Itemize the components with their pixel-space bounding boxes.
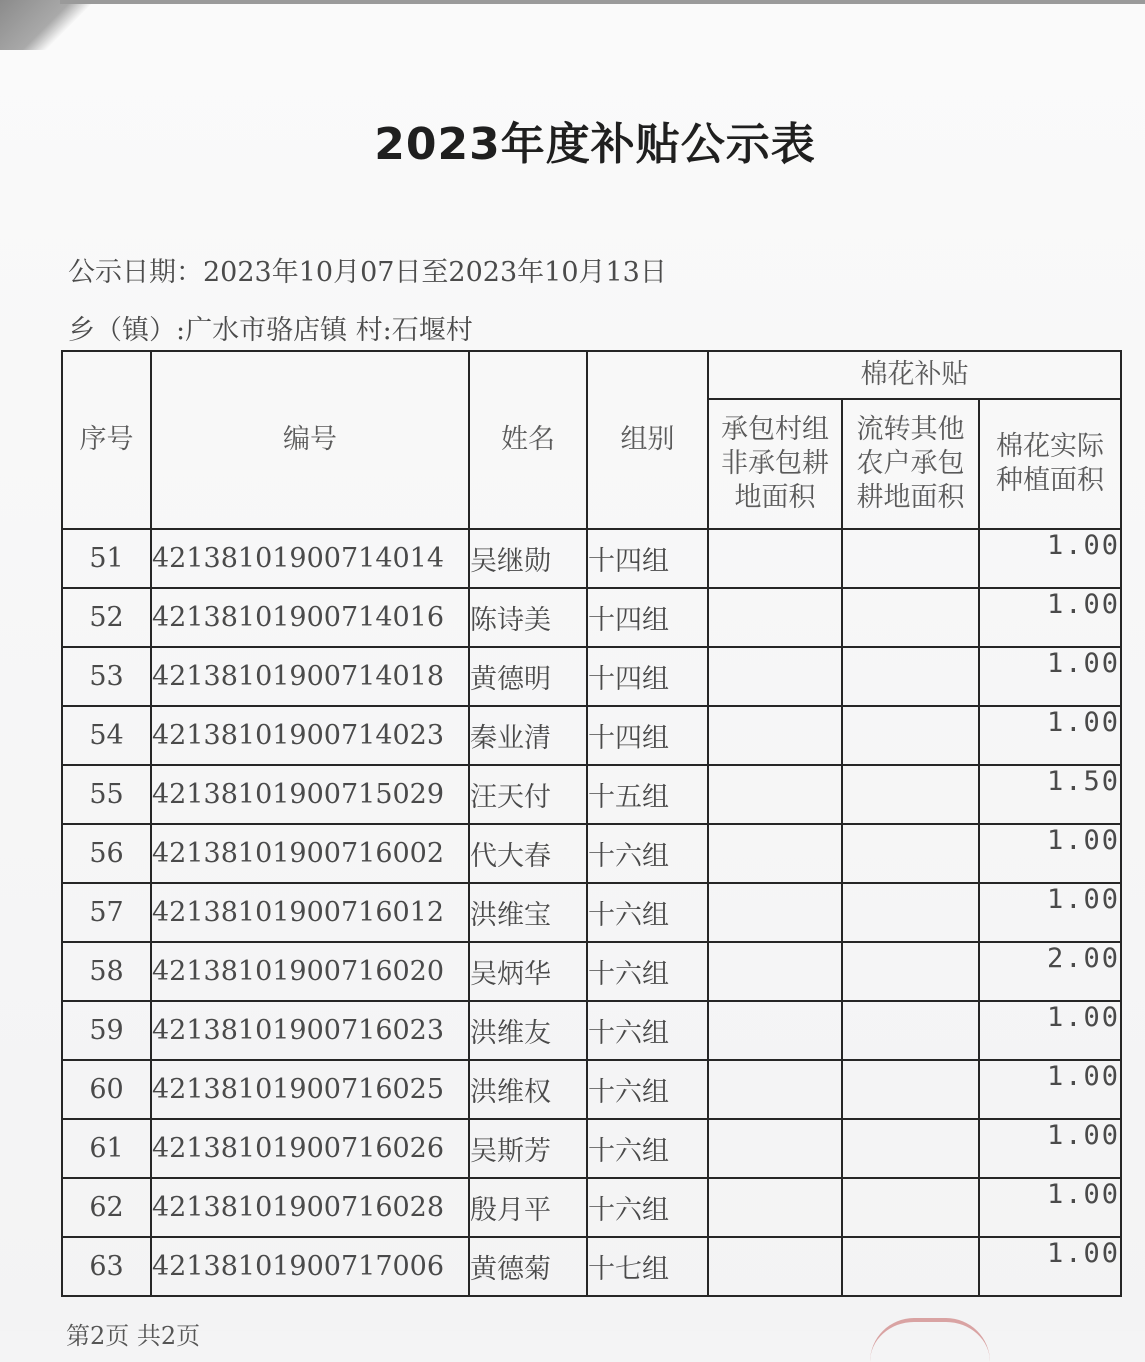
header-actual-area: 棉花实际种植面积 <box>979 399 1121 529</box>
cell-code: 42138101900715029 <box>151 765 469 824</box>
red-stamp <box>870 1318 990 1362</box>
cell-actual-area: 1.00 <box>979 1060 1121 1119</box>
cell-seq: 56 <box>62 824 151 883</box>
cell-name: 洪维权 <box>469 1060 587 1119</box>
cell-name: 黄德菊 <box>469 1237 587 1296</box>
header-transfer-area: 流转其他农户承包耕地面积 <box>842 399 979 529</box>
cell-group: 十六组 <box>587 883 708 942</box>
cell-code: 42138101900714014 <box>151 529 469 588</box>
cell-actual-area: 1.00 <box>979 824 1121 883</box>
cell-non-contract-area <box>708 647 842 706</box>
cell-non-contract-area <box>708 1119 842 1178</box>
cell-transfer-area <box>842 942 979 1001</box>
cell-actual-area: 1.00 <box>979 1178 1121 1237</box>
cell-name: 代大春 <box>469 824 587 883</box>
table-row <box>62 824 1121 883</box>
cell-non-contract-area <box>708 706 842 765</box>
cell-actual-area: 1.00 <box>979 1001 1121 1060</box>
header-code: 编号 <box>151 351 469 529</box>
cell-name: 陈诗美 <box>469 588 587 647</box>
table-row <box>62 647 1121 706</box>
page-top-edge <box>60 0 1145 4</box>
cell-code: 42138101900714016 <box>151 588 469 647</box>
cell-non-contract-area <box>708 588 842 647</box>
cell-actual-area: 1.00 <box>979 1119 1121 1178</box>
table-row <box>62 529 1121 588</box>
cell-transfer-area <box>842 883 979 942</box>
table-row <box>62 1060 1121 1119</box>
cell-transfer-area <box>842 1119 979 1178</box>
cell-code: 42138101900714023 <box>151 706 469 765</box>
cell-code: 42138101900716025 <box>151 1060 469 1119</box>
cell-group: 十四组 <box>587 706 708 765</box>
cell-non-contract-area <box>708 1178 842 1237</box>
cell-seq: 57 <box>62 883 151 942</box>
cell-group: 十六组 <box>587 824 708 883</box>
header-cotton-subsidy: 棉花补贴 <box>708 351 1121 399</box>
table-body <box>62 529 1121 1296</box>
cell-code: 42138101900716012 <box>151 883 469 942</box>
cell-transfer-area <box>842 1001 979 1060</box>
cell-seq: 54 <box>62 706 151 765</box>
table-row <box>62 1237 1121 1296</box>
cell-name: 秦业清 <box>469 706 587 765</box>
cell-actual-area: 1.00 <box>979 1237 1121 1296</box>
cell-name: 吴炳华 <box>469 942 587 1001</box>
table-row <box>62 942 1121 1001</box>
cell-group: 十五组 <box>587 765 708 824</box>
cell-group: 十四组 <box>587 647 708 706</box>
cell-group: 十六组 <box>587 1060 708 1119</box>
cell-seq: 51 <box>62 529 151 588</box>
table-row <box>62 1119 1121 1178</box>
cell-name: 汪天付 <box>469 765 587 824</box>
cell-seq: 53 <box>62 647 151 706</box>
table-row <box>62 883 1121 942</box>
header-group: 组别 <box>587 351 708 529</box>
document-title: 2023年度补贴公示表 <box>374 119 816 170</box>
cell-group: 十四组 <box>587 588 708 647</box>
cell-group: 十六组 <box>587 1119 708 1178</box>
cell-transfer-area <box>842 765 979 824</box>
cell-name: 黄德明 <box>469 647 587 706</box>
cell-group: 十六组 <box>587 1178 708 1237</box>
cell-non-contract-area <box>708 883 842 942</box>
cell-group: 十七组 <box>587 1237 708 1296</box>
cell-name: 洪维友 <box>469 1001 587 1060</box>
cell-actual-area: 1.50 <box>979 765 1121 824</box>
cell-code: 42138101900716020 <box>151 942 469 1001</box>
cell-code: 42138101900716028 <box>151 1178 469 1237</box>
cell-name: 洪维宝 <box>469 883 587 942</box>
subsidy-table <box>61 350 1122 1297</box>
cell-non-contract-area <box>708 529 842 588</box>
cell-transfer-area <box>842 706 979 765</box>
cell-code: 42138101900714018 <box>151 647 469 706</box>
publish-date: 公示日期：2023年10月07日至2023年10月13日 <box>68 257 667 288</box>
cell-code: 42138101900717006 <box>151 1237 469 1296</box>
cell-code: 42138101900716023 <box>151 1001 469 1060</box>
cell-transfer-area <box>842 824 979 883</box>
cell-seq: 62 <box>62 1178 151 1237</box>
cell-group: 十四组 <box>587 529 708 588</box>
cell-transfer-area <box>842 647 979 706</box>
cell-seq: 52 <box>62 588 151 647</box>
cell-non-contract-area <box>708 1001 842 1060</box>
cell-name: 殷月平 <box>469 1178 587 1237</box>
folded-corner <box>0 0 110 50</box>
cell-seq: 55 <box>62 765 151 824</box>
cell-transfer-area <box>842 1237 979 1296</box>
table-row <box>62 1178 1121 1237</box>
cell-seq: 61 <box>62 1119 151 1178</box>
cell-actual-area: 1.00 <box>979 883 1121 942</box>
cell-non-contract-area <box>708 1060 842 1119</box>
cell-seq: 58 <box>62 942 151 1001</box>
header-seq: 序号 <box>62 351 151 529</box>
cell-name: 吴斯芳 <box>469 1119 587 1178</box>
cell-actual-area: 1.00 <box>979 529 1121 588</box>
cell-code: 42138101900716002 <box>151 824 469 883</box>
cell-seq: 63 <box>62 1237 151 1296</box>
cell-non-contract-area <box>708 765 842 824</box>
cell-actual-area: 1.00 <box>979 588 1121 647</box>
table-row <box>62 588 1121 647</box>
header-name: 姓名 <box>469 351 587 529</box>
cell-transfer-area <box>842 588 979 647</box>
header-non-contract-area: 承包村组非承包耕地面积 <box>708 399 842 529</box>
cell-non-contract-area <box>708 824 842 883</box>
table-row <box>62 765 1121 824</box>
cell-non-contract-area <box>708 942 842 1001</box>
cell-code: 42138101900716026 <box>151 1119 469 1178</box>
page-footer: 第2页 共2页 <box>66 1322 201 1350</box>
cell-transfer-area <box>842 1060 979 1119</box>
table-row <box>62 1001 1121 1060</box>
cell-actual-area: 1.00 <box>979 647 1121 706</box>
table-row <box>62 706 1121 765</box>
cell-actual-area: 1.00 <box>979 706 1121 765</box>
cell-non-contract-area <box>708 1237 842 1296</box>
cell-transfer-area <box>842 1178 979 1237</box>
cell-seq: 59 <box>62 1001 151 1060</box>
location-line: 乡（镇）:广水市骆店镇 村:石堰村 <box>68 315 473 346</box>
cell-group: 十六组 <box>587 942 708 1001</box>
cell-transfer-area <box>842 529 979 588</box>
cell-seq: 60 <box>62 1060 151 1119</box>
cell-group: 十六组 <box>587 1001 708 1060</box>
cell-actual-area: 2.00 <box>979 942 1121 1001</box>
cell-name: 吴继勋 <box>469 529 587 588</box>
